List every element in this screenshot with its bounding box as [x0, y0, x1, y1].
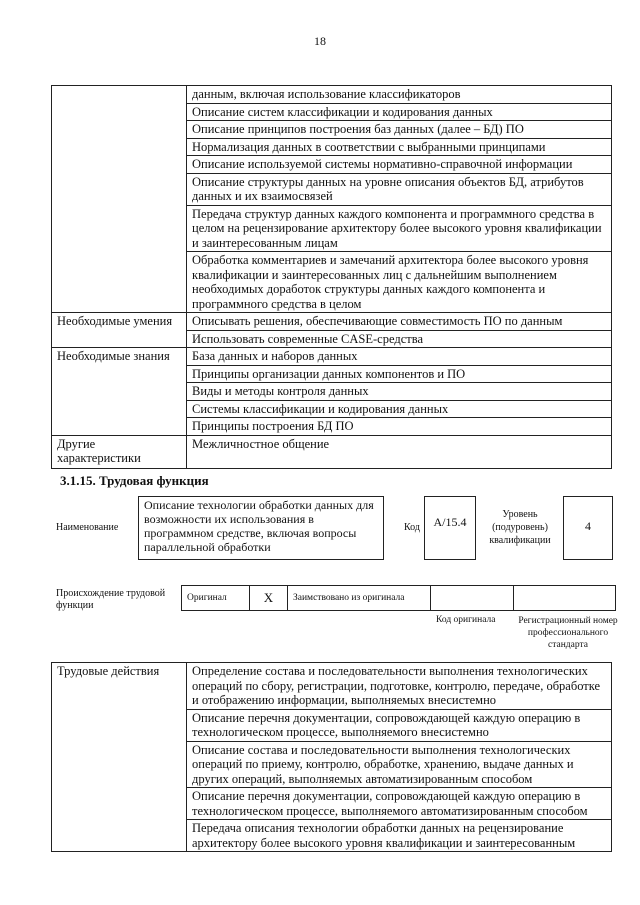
level-label: Уровень (подуровень) квалификации: [489, 509, 551, 546]
page-number: 18: [314, 34, 326, 48]
origin-row: [181, 585, 616, 611]
code-original-cell: [431, 586, 514, 610]
table-cell: Описание перечня документации, сопровождающей каждую операцию в технологическом процессе, выполняемого внесистемно: [187, 709, 612, 741]
table-cell: Нормализация данных в соответствии с выбранными принципами: [187, 138, 612, 156]
origin-label: Происхождение трудовой функции: [56, 588, 166, 611]
borrowed-label: Заимствовано из оригинала: [288, 586, 431, 610]
code-original-label: Код оригинала: [436, 615, 496, 625]
table-cell: Передача описания технологии обработки данных на рецензирование архитектору более высокого уровня квалификации и заинтересованным: [187, 820, 612, 852]
continued-label-cell: [52, 86, 187, 313]
table-cell: Принципы построения БД ПО: [187, 418, 612, 436]
table-cell: Описание принципов построения баз данных (далее – БД) ПО: [187, 121, 612, 139]
original-mark: X: [250, 586, 288, 610]
table-cell: Виды и методы контроля данных: [187, 383, 612, 401]
section-title: 3.1.15. Трудовая функция: [60, 473, 209, 488]
actions-table: [51, 662, 612, 852]
name-value: Описание технологии обработки данных для возможности их использования в программном средстве, включая вопросы параллельной обработки: [138, 496, 384, 560]
code-value: A/15.4: [424, 496, 476, 560]
reg-number-cell: [514, 586, 615, 610]
table-cell: База данных и наборов данных: [187, 348, 612, 366]
table-cell: Передача структур данных каждого компонента и программного средства в целом на рецензирование архитектору более высокого уровня квалификации и заинтересованным лицам: [187, 205, 612, 252]
name-label: Наименование: [56, 522, 119, 533]
table-cell: Описание систем классификации и кодирования данных: [187, 103, 612, 121]
level-value: 4: [563, 496, 613, 560]
table-cell: Межличностное общение: [187, 435, 612, 468]
requirements-table: [51, 85, 612, 469]
table-cell: Использовать современные CASE-средства: [187, 330, 612, 348]
table-cell: Описание состава и последовательности выполнения технологических операций по приему, контролю, обработке, хранению, выдаче данных и других операций, выполняемых автоматизированным способом: [187, 741, 612, 788]
knowledge-label: Необходимые знания: [52, 348, 187, 436]
actions-label: Трудовые действия: [52, 663, 187, 852]
table-cell: Описание перечня документации, сопровождающей каждую операцию в технологическом процессе, выполняемого автоматизированным способом: [187, 788, 612, 820]
table-cell: Системы классификации и кодирования данных: [187, 400, 612, 418]
table-cell: данным, включая использование классификаторов: [187, 86, 612, 104]
other-label: Другие характеристики: [52, 435, 187, 468]
table-cell: Описание используемой системы нормативно-справочной информации: [187, 156, 612, 174]
reg-number-label: Регистрационный номер профессионального стандарта: [518, 616, 618, 650]
table-cell: Описание структуры данных на уровне описания объектов БД, атрибутов данных и их взаимосвязей: [187, 173, 612, 205]
original-label: Оригинал: [182, 586, 250, 610]
code-label: Код: [404, 522, 420, 533]
table-cell: Описывать решения, обеспечивающие совместимость ПО по данным: [187, 313, 612, 331]
table-cell: Определение состава и последовательности выполнения технологических операций по сбору, регистрации, подготовке, контролю, передаче, обработке и отображению информации, выполняемых внесистемно: [187, 663, 612, 710]
table-cell: Принципы организации данных компонентов и ПО: [187, 365, 612, 383]
table-cell: Обработка комментариев и замечаний архитектора более высокого уровня квалификации и заинтересованных лиц с дальнейшим выполнением необходимых доработок структуры данных каждого компонента и программного средства в целом: [187, 252, 612, 313]
skills-label: Необходимые умения: [52, 313, 187, 348]
